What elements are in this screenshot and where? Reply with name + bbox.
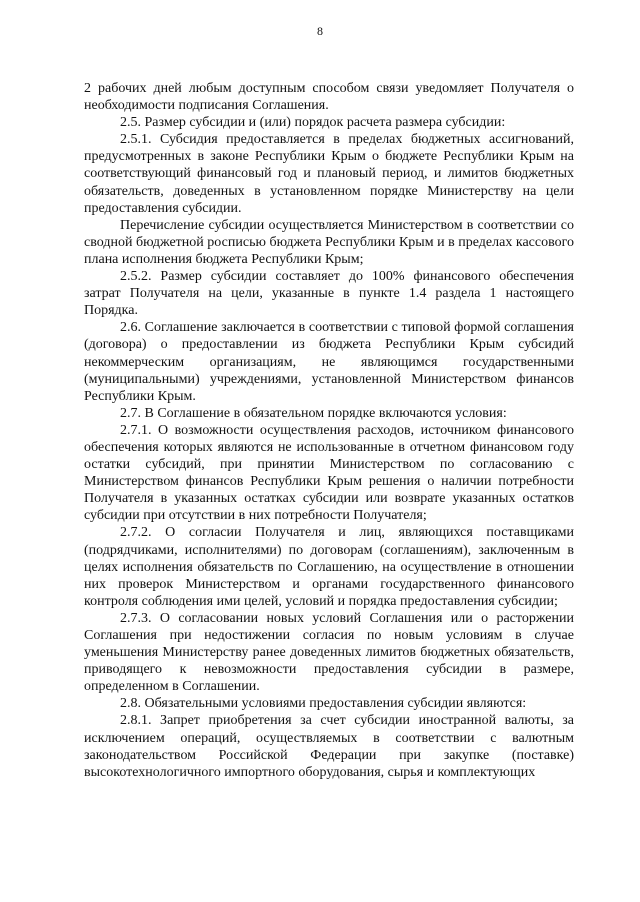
paragraph-transfer: Перечисление субсидии осуществляется Министерством в соответствии со сводной бюджетной росписью бюджета Республики Крым и в пределах кассового плана исполнения бюджета Республики Крым; <box>84 217 574 267</box>
paragraph-2-5: 2.5. Размер субсидии и (или) порядок расчета размера субсидии: <box>120 115 506 131</box>
paragraph-2-5-1: 2.5.1. Субсидия предоставляется в пределах бюджетных ассигнований, предусмотренных в законе Республики Крым о бюджете Республики Крым на соответствующий финансовый год и плановый период, и лимитов бюджетных обязательств, доведенных в установленном порядке Министерству на цели предоставления субсидии. <box>84 132 574 216</box>
paragraph-2-6: 2.6. Соглашение заключается в соответствии с типовой формой соглашения (договора) о предоставлении из бюджета Республики Крым субсидий некоммерческим организациям, не являющимся государственными (муниципальными) учреждениями, установленной Министерством финансов Республики Крым. <box>84 320 574 404</box>
page-number: 8 <box>317 24 323 38</box>
paragraph-2-7-1: 2.7.1. О возможности осуществления расходов, источником финансового обеспечения которых являются не использованные в отчетном финансовом году остатки субсидий, при принятии Министерством по согласованию с Министерством финансов Республики Крым решения о наличии потребности Получателя в указанных остатках субсидии или возврате указанных остатков субсидии при отсутствии в них потребности Получателя; <box>84 422 574 524</box>
paragraph-2-8-1: 2.8.1. Запрет приобретения за счет субсидии иностранной валюты, за исключением операций, осуществляемых в соответствии с валютным законодательством Российской Федерации при закупке (поставке) высокотехнологичного импортного оборудования, сырья и комплектующих <box>84 713 574 780</box>
paragraph-2-5-2: 2.5.2. Размер субсидии составляет до 100% финансового обеспечения затрат Получателя на цели, указанные в пункте 1.4 раздела 1 настоящего Порядка. <box>84 269 574 319</box>
document-body <box>84 80 574 781</box>
paragraph-2-7-2: 2.7.2. О согласии Получателя и лиц, являющихся поставщиками (подрядчиками, исполнителями) по договорам (соглашениям), заключенным в целях исполнения обязательств по Соглашению, на осуществление в отношении них проверок Министерством и органами государственного финансового контроля соблюдения ими целей, условий и порядка предоставления субсидии; <box>84 525 574 609</box>
paragraph-continuation: 2 рабочих дней любым доступным способом связи уведомляет Получателя о необходимости подписания Соглашения. <box>84 81 574 114</box>
paragraph-2-7: 2.7. В Соглашение в обязательном порядке включаются условия: <box>120 405 507 421</box>
paragraph-2-7-3: 2.7.3. О согласовании новых условий Соглашения или о расторжении Соглашения при недостижении согласия по новым условиям в случае уменьшения Министерству ранее доведенных лимитов бюджетных обязательств, приводящего к невозможности предоставления субсидии в размере, определенном в Соглашении. <box>84 610 574 695</box>
paragraph-2-8: 2.8. Обязательными условиями предоставления субсидии являются: <box>120 696 527 712</box>
